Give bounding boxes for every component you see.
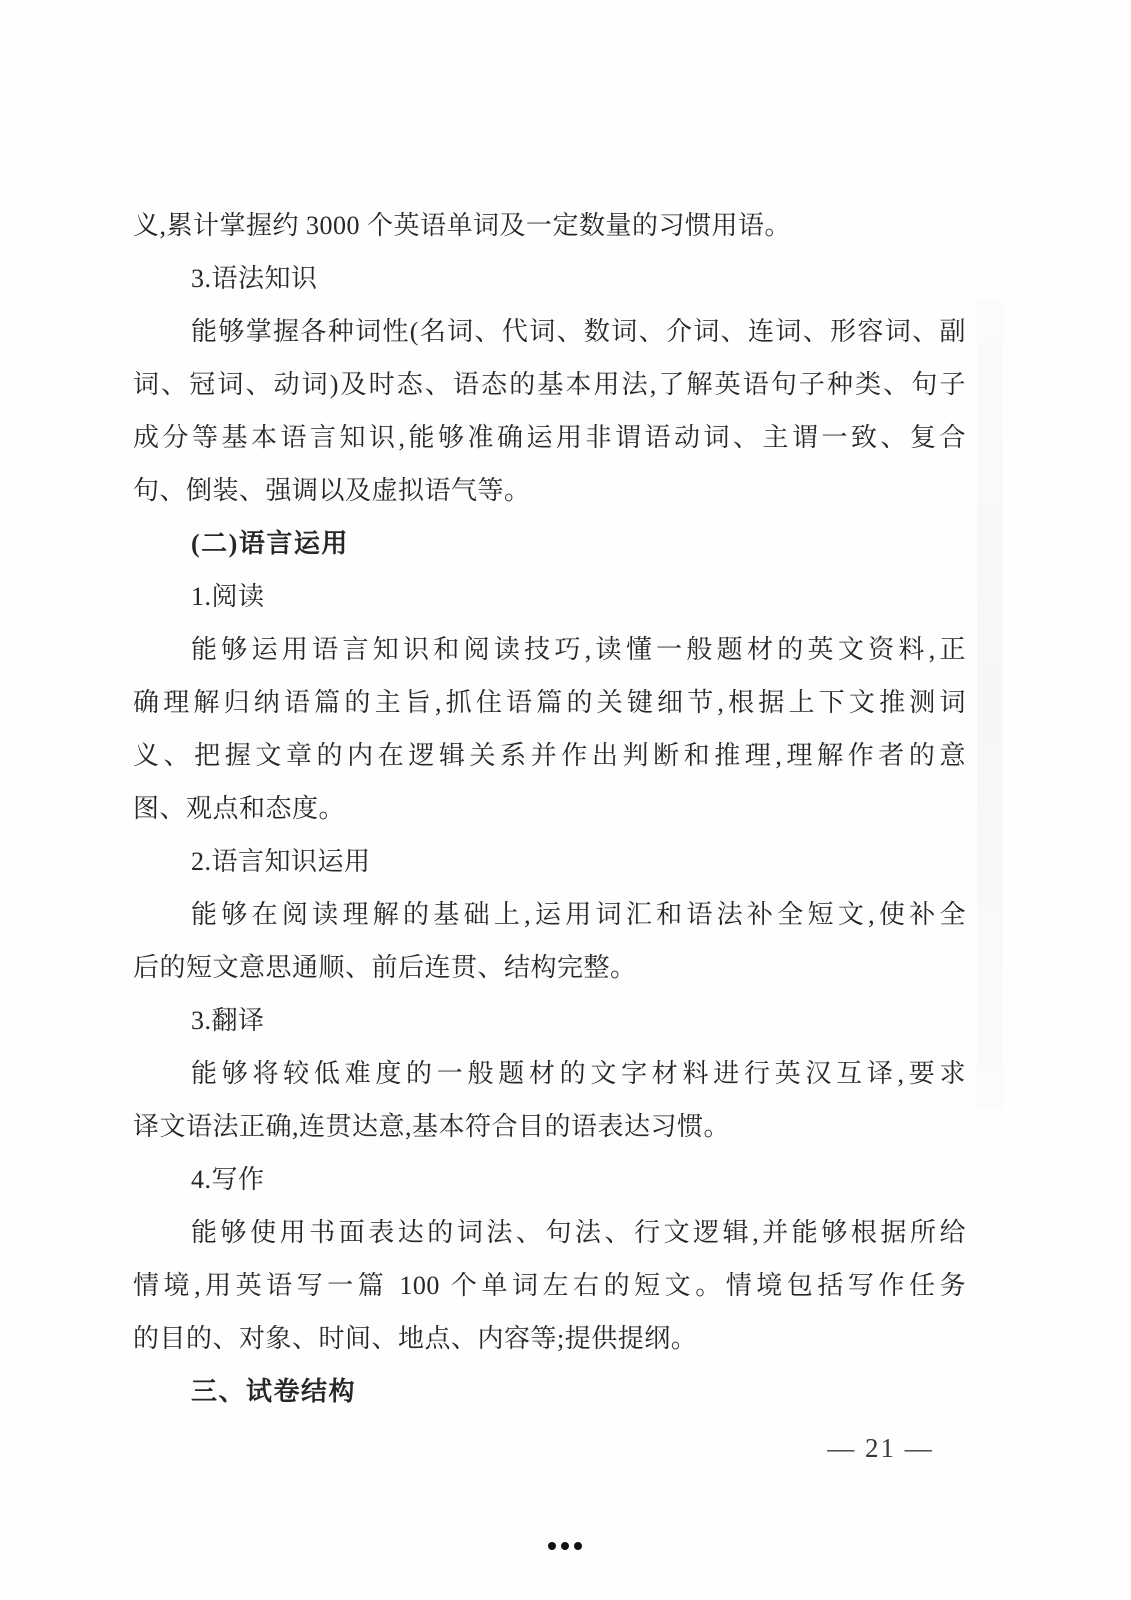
numbered-item: 4.写作 [191,1165,265,1194]
scan-artifact [977,300,1003,1110]
text-line: 义、把握文章的内在逻辑关系并作出判断和推理,理解作者的意 [133,741,966,770]
text-line: 成分等基本语言知识,能够准确运用非谓语动词、主谓一致、复合 [133,423,966,452]
section-heading: (二)语言运用 [191,529,349,558]
numbered-item: 1.阅读 [191,582,265,611]
page-number: — 21 — [827,1433,934,1463]
text-line: 句、倒装、强调以及虚拟语气等。 [133,476,531,505]
dot [574,1542,582,1550]
text-line: 能够将较低难度的一般题材的文字材料进行英汉互译,要求 [191,1059,966,1088]
section-heading: 三、试卷结构 [191,1377,357,1406]
text-line: 译文语法正确,连贯达意,基本符合目的语表达习惯。 [133,1112,731,1141]
text-line: 的目的、对象、时间、地点、内容等;提供提纲。 [133,1324,698,1353]
text-line: 能够掌握各种词性(名词、代词、数词、介词、连词、形容词、副 [191,317,966,346]
text-line: 确理解归纳语篇的主旨,抓住语篇的关键细节,根据上下文推测词 [133,688,966,717]
text-line: 词、冠词、动词)及时态、语态的基本用法,了解英语句子种类、句子 [133,370,966,399]
text-line: 能够运用语言知识和阅读技巧,读懂一般题材的英文资料,正 [191,635,966,664]
numbered-item: 3.语法知识 [191,264,318,293]
numbered-item: 2.语言知识运用 [191,847,371,876]
text-line: 情境,用英语写一篇 100 个单词左右的短文。情境包括写作任务 [133,1271,966,1300]
document-body [133,199,966,1418]
text-line: 图、观点和态度。 [133,794,346,823]
text-line: 能够在阅读理解的基础上,运用词汇和语法补全短文,使补全 [191,900,966,929]
text-line: 能够使用书面表达的词法、句法、行文逻辑,并能够根据所给 [191,1218,966,1247]
dot [561,1542,569,1550]
text-line: 后的短文意思通顺、前后连贯、结构完整。 [133,953,637,982]
dot [548,1542,556,1550]
numbered-item: 3.翻译 [191,1006,265,1035]
text-line: 义,累计掌握约 3000 个英语单词及一定数量的习惯用语。 [133,211,792,240]
page-ellipsis-icon [548,1542,582,1550]
